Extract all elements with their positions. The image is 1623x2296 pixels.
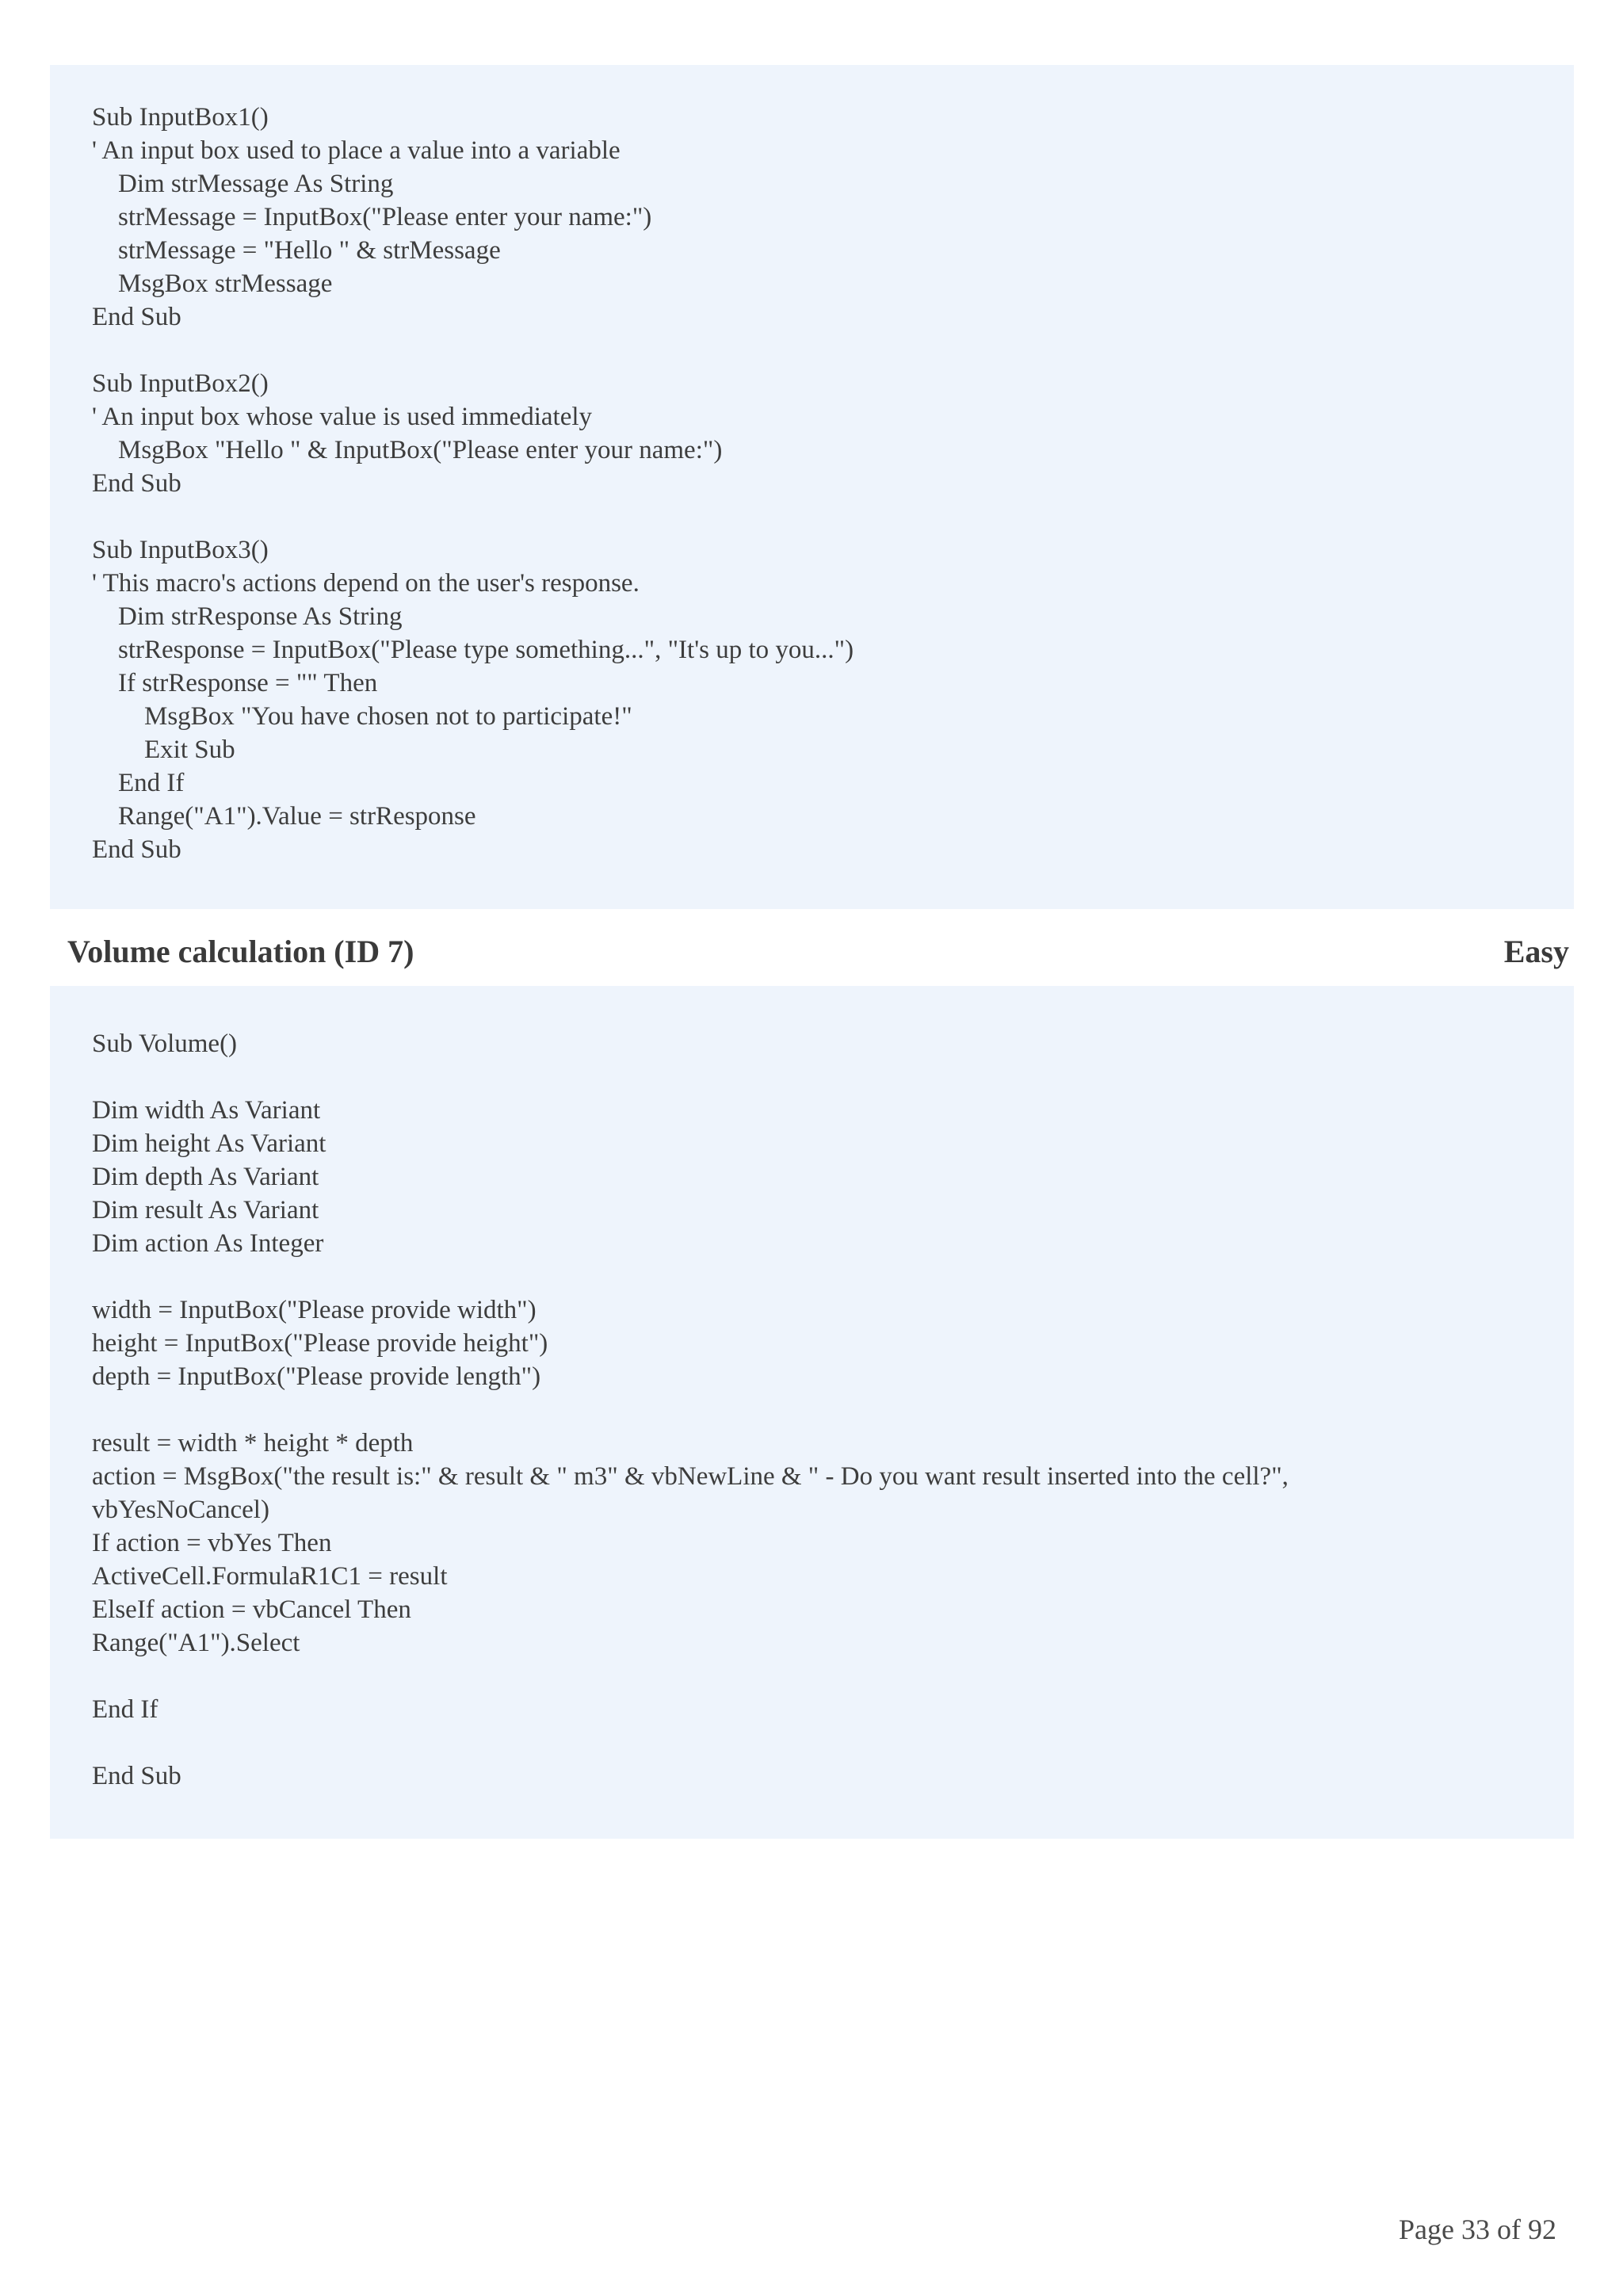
code-line: If action = vbYes Then (92, 1529, 332, 1557)
code-line (92, 334, 1542, 367)
code-line: End Sub (92, 835, 181, 864)
code-line (92, 1060, 1542, 1094)
code-line: Dim action As Integer (92, 1229, 324, 1258)
code-line: ' This macro's actions depend on the user's response. (92, 569, 640, 598)
code-line: Sub Volume() (92, 1030, 238, 1058)
code-line: MsgBox "Hello " & InputBox("Please enter your name:") (92, 436, 723, 464)
code-line: End If (92, 769, 185, 797)
code-line: Dim depth As Variant (92, 1163, 319, 1191)
code-line: ActiveCell.FormulaR1C1 = result (92, 1562, 448, 1591)
code-line: End Sub (92, 469, 181, 498)
code-block-volume-macro (50, 986, 1574, 1839)
code-line: MsgBox strMessage (92, 269, 333, 298)
code-line: result = width * height * depth (92, 1429, 414, 1457)
code-line: Sub InputBox1() (92, 103, 269, 132)
code-line: Sub InputBox2() (92, 369, 269, 398)
code-line: Dim strMessage As String (92, 170, 394, 198)
code-line: strMessage = "Hello " & strMessage (92, 236, 501, 265)
code-line (92, 500, 1542, 533)
code-block-input-box-macros (50, 65, 1574, 909)
code-line: ElseIf action = vbCancel Then (92, 1595, 411, 1624)
code-line: End Sub (92, 303, 181, 331)
code-line: height = InputBox("Please provide height") (92, 1329, 548, 1358)
code-line (92, 1660, 1542, 1693)
code-line: Exit Sub (92, 735, 235, 764)
section-title: Volume calculation (ID 7) (67, 933, 414, 969)
code-line: ' An input box whose value is used immediately (92, 403, 593, 431)
code-line (92, 1393, 1542, 1427)
code-line: Dim strResponse As String (92, 602, 403, 631)
code-line: action = MsgBox("the result is:" & result & " m3" & vbNewLine & " - Do you want result inserted into the cell?", (92, 1462, 1289, 1491)
code-line: End If (92, 1695, 158, 1724)
code-line: depth = InputBox("Please provide length") (92, 1362, 541, 1391)
code-line: Range("A1").Value = strResponse (92, 802, 476, 831)
code-line: Sub InputBox3() (92, 536, 269, 564)
code-line (92, 1260, 1542, 1293)
code-line: ' An input box used to place a value into a variable (92, 136, 621, 165)
difficulty-label: Easy (1503, 933, 1569, 969)
code-line (92, 1726, 1542, 1759)
code-line: Dim width As Variant (92, 1096, 321, 1125)
code-line: Range("A1").Select (92, 1629, 300, 1657)
code-line: If strResponse = "" Then (92, 669, 378, 697)
code-line: width = InputBox("Please provide width") (92, 1296, 537, 1324)
code-line: strResponse = InputBox("Please type something...", "It's up to you...") (92, 636, 854, 664)
code-line: Dim height As Variant (92, 1129, 327, 1158)
page-number: Page 33 of 92 (1399, 2214, 1556, 2245)
code-line: vbYesNoCancel) (92, 1496, 269, 1524)
section-header (67, 929, 1569, 973)
code-line: strMessage = InputBox("Please enter your name:") (92, 203, 652, 231)
code-line: Dim result As Variant (92, 1196, 319, 1224)
code-line: MsgBox "You have chosen not to participate!" (92, 702, 632, 731)
code-line: End Sub (92, 1762, 181, 1790)
